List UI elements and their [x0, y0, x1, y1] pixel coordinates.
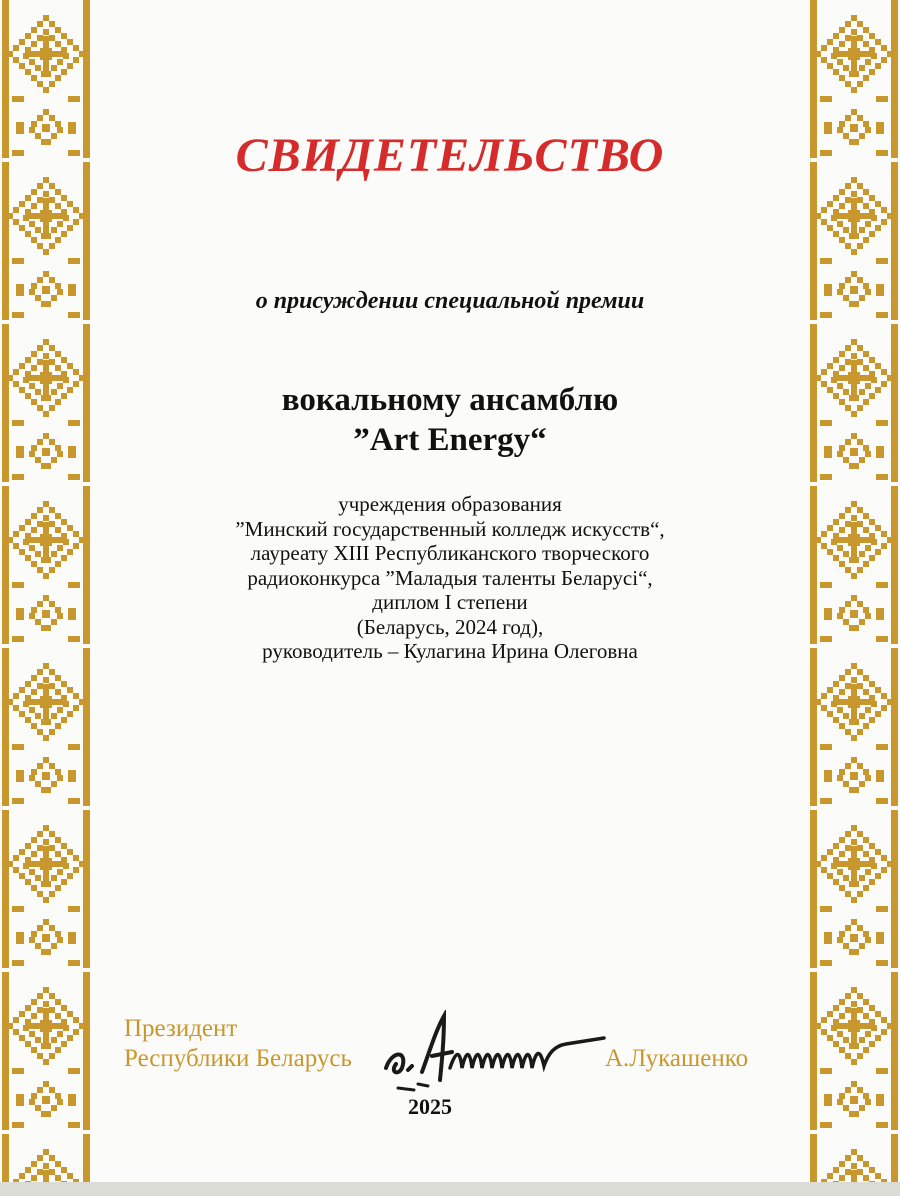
signatory-role-line: Президент: [124, 1015, 238, 1042]
ornament-motif: [2, 324, 90, 482]
ornament-border-right: [808, 0, 900, 1182]
details-line: учреждения образования: [338, 492, 562, 516]
certificate-year: 2025: [408, 1094, 452, 1119]
signature-image: [378, 1010, 618, 1100]
details-line: радиоконкурса ”Маладыя таленты Беларусі“,: [247, 565, 653, 590]
ornament-motif: [2, 486, 90, 644]
signatory-name: А.Лукашенко: [605, 1045, 749, 1072]
ornament-motif: [810, 648, 898, 806]
ornament-motif: [810, 810, 898, 968]
recipient-line: вокальному ансамблю: [281, 382, 619, 418]
ornament-motif: [2, 162, 90, 320]
ornament-motif: [810, 324, 898, 482]
certificate-subtitle: о присуждении специальной премии: [255, 288, 645, 314]
details-line: ”Минский государственный колледж искусств“,: [235, 516, 665, 541]
details-line: диплом I степени: [372, 590, 528, 614]
details-line: руководитель – Кулагина Ирина Олеговна: [262, 639, 638, 663]
ornament-motif: [2, 0, 90, 158]
ornament-motif: [810, 1134, 898, 1182]
ornament-motif: [810, 162, 898, 320]
signatory-role: [124, 1014, 352, 1074]
signatory-role-line: Республики Беларусь: [124, 1045, 352, 1072]
certificate-title: СВИДЕТЕЛЬСТВО: [235, 129, 665, 182]
ornament-motif: [2, 648, 90, 806]
ornament-border-left: [0, 0, 92, 1182]
recipient-name: ”Art Energy“: [353, 422, 547, 458]
details-block: [92, 492, 808, 664]
ornament-motif: [2, 810, 90, 968]
details-line: (Беларусь, 2024 год),: [356, 614, 544, 639]
ornament-motif: [2, 1134, 90, 1182]
scan-bottom-edge: [0, 1182, 900, 1196]
recipient-block: [92, 380, 808, 460]
ornament-motif: [810, 486, 898, 644]
ornament-motif: [810, 0, 898, 158]
details-line: лауреату XIII Республиканского творческого: [250, 541, 650, 565]
